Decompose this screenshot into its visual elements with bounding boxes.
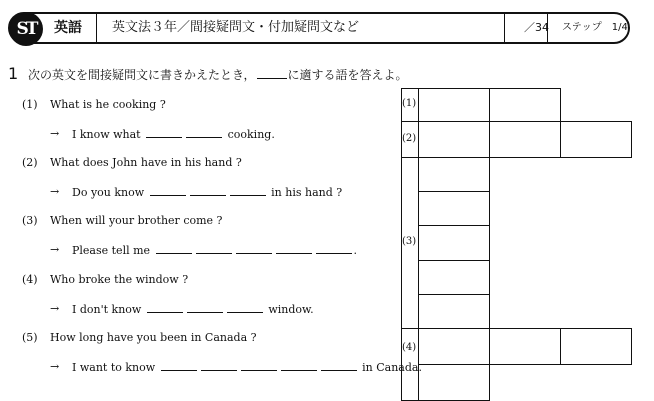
answer-label: (1) xyxy=(402,98,417,109)
question-number: (3) xyxy=(22,214,38,227)
arrow-icon: → xyxy=(50,360,60,373)
question-number: (2) xyxy=(22,156,38,169)
answer-label: (3) xyxy=(402,236,417,247)
header-divider xyxy=(547,14,548,42)
answer-box[interactable] xyxy=(560,328,632,365)
answer-box[interactable] xyxy=(489,121,561,158)
answer-blank xyxy=(321,360,357,371)
answer-text-after: cooking. xyxy=(224,128,275,141)
answer-box[interactable] xyxy=(418,121,490,158)
worksheet-title: 英文法３年／間接疑問文・付加疑問文など xyxy=(112,20,360,35)
question-text: When will your brother come ? xyxy=(50,214,223,227)
answer-blank xyxy=(230,185,266,196)
answer-blank xyxy=(187,302,223,313)
header-divider xyxy=(504,14,505,42)
answer-box[interactable] xyxy=(418,191,490,226)
answer-blank xyxy=(150,185,186,196)
question-number: (5) xyxy=(22,331,38,344)
answer-box[interactable] xyxy=(418,260,490,295)
answer-sentence xyxy=(72,360,422,374)
answer-text-before: Do you know xyxy=(72,186,148,199)
arrow-icon: → xyxy=(50,185,60,198)
answer-blank xyxy=(241,360,277,371)
question-text: How long have you been in Canada ? xyxy=(50,331,257,344)
answer-blank xyxy=(161,360,197,371)
section-number: 1 xyxy=(8,64,19,83)
arrow-icon: → xyxy=(50,127,60,140)
answer-label-cell xyxy=(401,328,419,401)
answer-box[interactable] xyxy=(560,121,632,158)
answer-blank xyxy=(236,243,272,254)
question-text: What is he cooking ? xyxy=(50,98,166,111)
answer-text-after: window. xyxy=(264,303,314,316)
answer-box[interactable] xyxy=(418,225,490,261)
answer-sentence xyxy=(72,185,342,199)
answer-blank xyxy=(186,127,222,138)
underline-blank xyxy=(257,67,287,79)
question-text: Who broke the window ? xyxy=(50,273,189,286)
answer-box[interactable] xyxy=(418,88,490,122)
answer-blank xyxy=(281,360,317,371)
instruction xyxy=(28,66,408,83)
question-number: (1) xyxy=(22,98,38,111)
answer-label: (4) xyxy=(402,342,417,353)
answer-blank xyxy=(156,243,192,254)
logo-text: ST xyxy=(16,19,36,39)
answer-blank xyxy=(276,243,312,254)
answer-box[interactable] xyxy=(489,328,561,365)
answer-blank xyxy=(196,243,232,254)
instruction-text-after: に適する語を答えよ。 xyxy=(287,68,408,82)
answer-blank xyxy=(201,360,237,371)
answer-box[interactable] xyxy=(418,364,490,401)
answer-blank xyxy=(316,243,352,254)
answer-text-before: Please tell me xyxy=(72,244,154,257)
answer-sentence xyxy=(72,127,275,141)
header-divider xyxy=(96,14,97,42)
answer-box[interactable] xyxy=(489,88,561,122)
answer-text-after: in Canada. xyxy=(358,361,422,374)
step-label: ステップ 1/4 xyxy=(562,22,628,33)
answer-box[interactable] xyxy=(418,328,490,365)
question-number: (4) xyxy=(22,273,38,286)
answer-sentence xyxy=(72,302,314,316)
answer-text-after: . xyxy=(353,244,358,257)
answer-blank xyxy=(227,302,263,313)
arrow-icon: → xyxy=(50,243,60,256)
answer-box[interactable] xyxy=(418,294,490,329)
instruction-text-before: 次の英文を間接疑問文に書きかえたとき， xyxy=(28,68,256,82)
question-text: What does John have in his hand ? xyxy=(50,156,242,169)
answer-label: (2) xyxy=(402,133,417,144)
answer-text-before: I know what xyxy=(72,128,145,141)
header-bar xyxy=(8,12,630,44)
score-label: ／34 xyxy=(524,21,549,34)
answer-blank xyxy=(146,127,182,138)
answer-box[interactable] xyxy=(418,157,490,192)
subject-label: 英語 xyxy=(54,20,82,36)
answer-text-before: I don't know xyxy=(72,303,145,316)
answer-blank xyxy=(190,185,226,196)
answer-blank xyxy=(147,302,183,313)
answer-text-after: in his hand ? xyxy=(267,186,343,199)
arrow-icon: → xyxy=(50,302,60,315)
answer-text-before: I want to know xyxy=(72,361,159,374)
answer-sentence xyxy=(72,243,357,257)
